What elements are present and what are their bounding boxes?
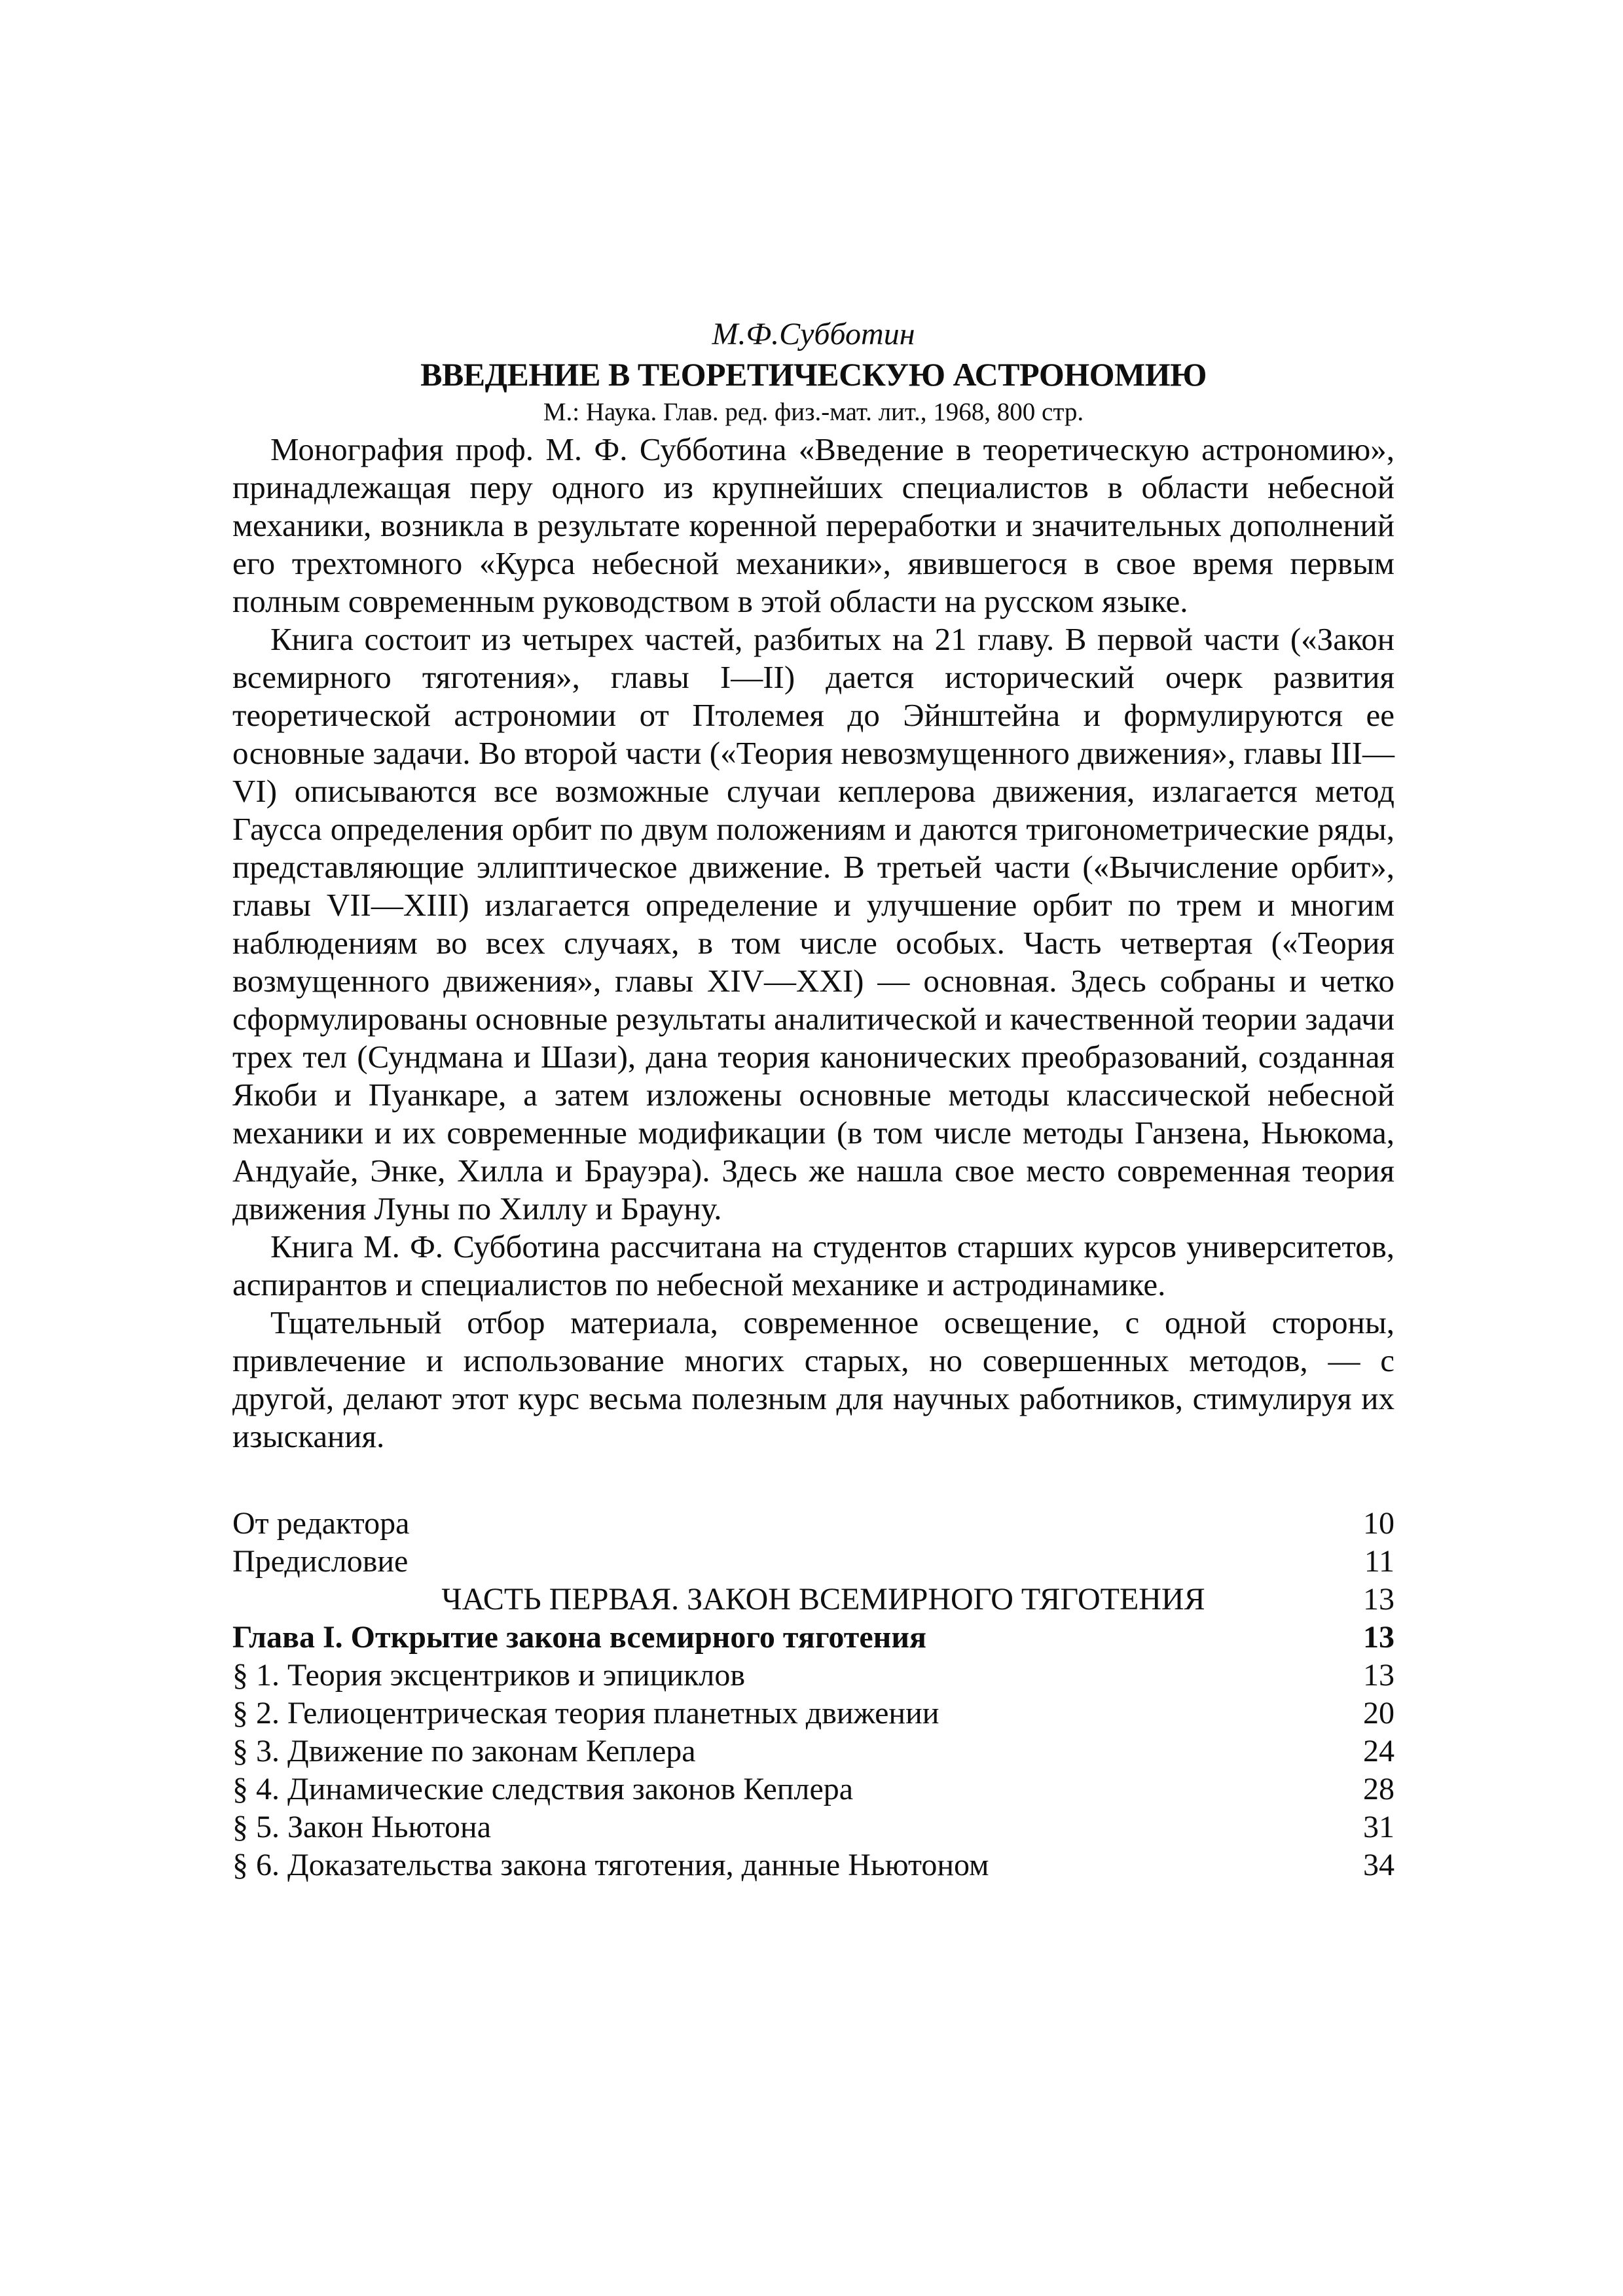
toc-entry-page: 13 [1363,1620,1395,1655]
table-of-contents [232,1505,1395,1884]
toc-entry-label: § 3. Движение по законам Кеплера [232,1734,696,1768]
document-page [232,314,1395,1884]
toc-entry-section-5 [232,1808,1395,1846]
annotation-paragraph-1: Монография проф. М. Ф. Субботина «Введение в теоретическую астрономию», принадлежащая перу одного из крупнейших специалистов в области небесной механики, возникла в результате коренной переработки и значительных дополнений его трехтомного «Курса небесной механики», явившегося в свое время первым полным современным руководством в этой области на русском языке. [232,431,1395,619]
toc-chapter-label: Глава I. Открытие закона всемирного тяготения [232,1620,926,1655]
publication-imprint: М.: Наука. Глав. ред. физ.-мат. лит., 1968, 800 стр. [543,398,1084,426]
annotation-paragraph-2: Книга состоит из четырех частей, разбитых на 21 главу. В первой части («Закон всемирного тяготения», главы I—II) дается исторический очерк развития теоретической астрономии от Птолемея до Эйнштейна и формулируются ее основные задачи. Во второй части («Теория невозмущенного движения», главы III—VI) описываются все возможные случаи кеплерова движения, излагается метод Гаусса определения орбит по двум положениям и даются тригонометрические ряды, представляющие эллиптическое движение. В третьей части («Вычисление орбит», главы VII—XIII) излагается определение и улучшение орбит по трем и многим наблюдениям во всех случаях, в том числе особых. Часть четвертая («Теория возмущенного движения», главы XIV—XXI) — основная. Здесь собраны и четко сформулированы основные результаты аналитической и качественной теории задачи трех тел (Сундмана и Шази), дана теория канонических преобразований, созданная Якоби и Пуанкаре, а затем изложены основные методы классической небесной механики и их современные модификации (в том числе методы Ганзена, Ньюкома, Андуайе, Энке, Хилла и Брауэра). Здесь же нашла свое место современная теория движения Луны по Хиллу и Брауну. [232,621,1395,1227]
toc-entry-label: § 2. Гелиоцентрическая теория планетных движении [232,1696,939,1731]
toc-part-label: ЧАСТЬ ПЕРВАЯ. ЗАКОН ВСЕМИРНОГО ТЯГОТЕНИЯ [441,1582,1205,1617]
toc-entry-section-4 [232,1770,1395,1808]
toc-entry-label: § 4. Динамические следствия законов Кеплера [232,1772,854,1806]
toc-entry-page: 31 [1363,1810,1395,1844]
book-title: ВВЕДЕНИЕ В ТЕОРЕТИЧЕСКУЮ АСТРОНОМИЮ [420,356,1207,393]
toc-entry-label: § 5. Закон Ньютона [232,1810,492,1844]
toc-entry-chapter-1 [232,1619,1395,1657]
toc-entry-page: 20 [1363,1696,1395,1731]
toc-entry-label: § 6. Доказательства закона тяготения, данные Ньютоном [232,1848,989,1882]
toc-entry-editor-note [232,1505,1395,1543]
toc-entry-page: 13 [1363,1582,1395,1617]
annotation-paragraph-4: Тщательный отбор материала, современное освещение, с одной стороны, привлечение и использование многих старых, но совершенных методов, — с другой, делают этот курс весьма полезным для научных работников, стимулируя их изыскания. [232,1304,1395,1454]
toc-entry-section-6 [232,1846,1395,1884]
toc-entry-page: 34 [1363,1848,1395,1882]
toc-entry-section-2 [232,1695,1395,1732]
toc-entry-page: 24 [1363,1734,1395,1768]
toc-entry-page: 28 [1363,1772,1395,1806]
toc-entry-preface [232,1543,1395,1581]
toc-entry-label: Предисловие [232,1544,409,1579]
toc-entry-part-one [232,1581,1395,1619]
toc-entry-label: § 1. Теория эксцентриков и эпициклов [232,1658,746,1693]
toc-entry-page: 10 [1363,1506,1395,1541]
toc-entry-page: 11 [1364,1544,1395,1579]
toc-entry-section-3 [232,1732,1395,1770]
toc-entry-page: 13 [1363,1658,1395,1693]
toc-entry-section-1 [232,1657,1395,1695]
author-name: М.Ф.Субботин [712,317,915,351]
annotation-paragraph-3: Книга М. Ф. Субботина рассчитана на студентов старших курсов университетов, аспирантов и специалистов по небесной механике и астродинамике. [232,1229,1395,1302]
toc-entry-label: От редактора [232,1506,410,1541]
